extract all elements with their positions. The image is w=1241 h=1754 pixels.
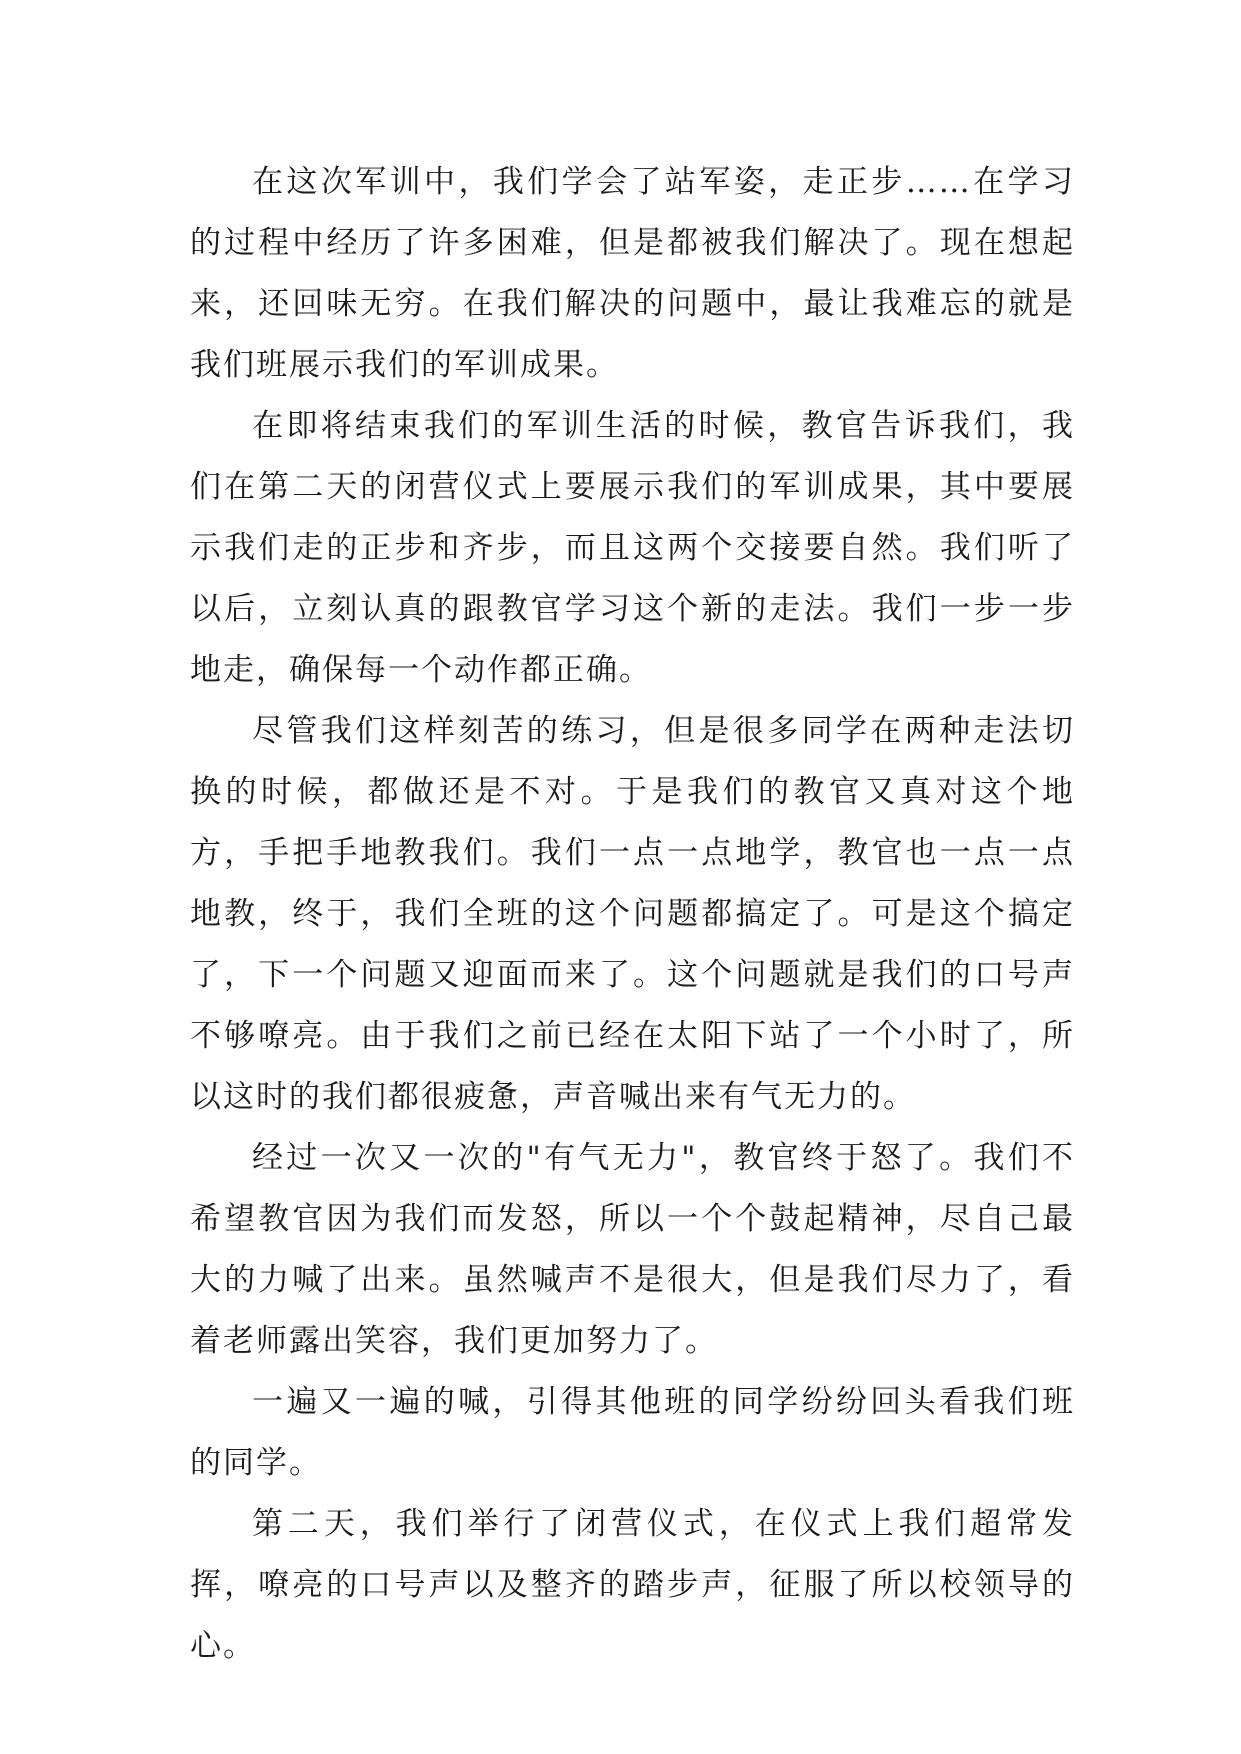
paragraph-3: 尽管我们这样刻苦的练习，但是很多同学在两种走法切换的时候，都做还是不对。于是我们的教官又真对这个地方，手把手地教我们。我们一点一点地学，教官也一点一点地教，终于，我们全班的这个问题都搞定了。可是这个搞定了，下一个问题又迎面而来了。这个问题就是我们的口号声不够嘹亮。由于我们之前已经在太阳下站了一个小时了，所以这时的我们都很疲惫，声音喊出来有气无力的。 (190, 713, 1075, 1115)
paragraph-6: 第二天，我们举行了闭营仪式，在仪式上我们超常发挥，嘹亮的口号声以及整齐的踏步声，征服了所以校领导的心。 (190, 1506, 1075, 1664)
document-body (190, 152, 1075, 1677)
paragraph-4: 经过一次又一次的"有气无力"，教官终于怒了。我们不希望教官因为我们而发怒，所以一个个鼓起精神，尽自己最大的力喊了出来。虽然喊声不是很大，但是我们尽力了，看着老师露出笑容，我们更加努力了。 (190, 1140, 1075, 1359)
paragraph-2: 在即将结束我们的军训生活的时候，教官告诉我们，我们在第二天的闭营仪式上要展示我们的军训成果，其中要展示我们走的正步和齐步，而且这两个交接要自然。我们听了以后，立刻认真的跟教官学习这个新的走法。我们一步一步地走，确保每一个动作都正确。 (190, 408, 1075, 688)
paragraph-1: 在这次军训中，我们学会了站军姿，走正步……在学习的过程中经历了许多困难，但是都被我们解决了。现在想起来，还回味无穷。在我们解决的问题中，最让我难忘的就是我们班展示我们的军训成果。 (190, 164, 1075, 383)
paragraph-5: 一遍又一遍的喊，引得其他班的同学纷纷回头看我们班的同学。 (190, 1384, 1075, 1481)
